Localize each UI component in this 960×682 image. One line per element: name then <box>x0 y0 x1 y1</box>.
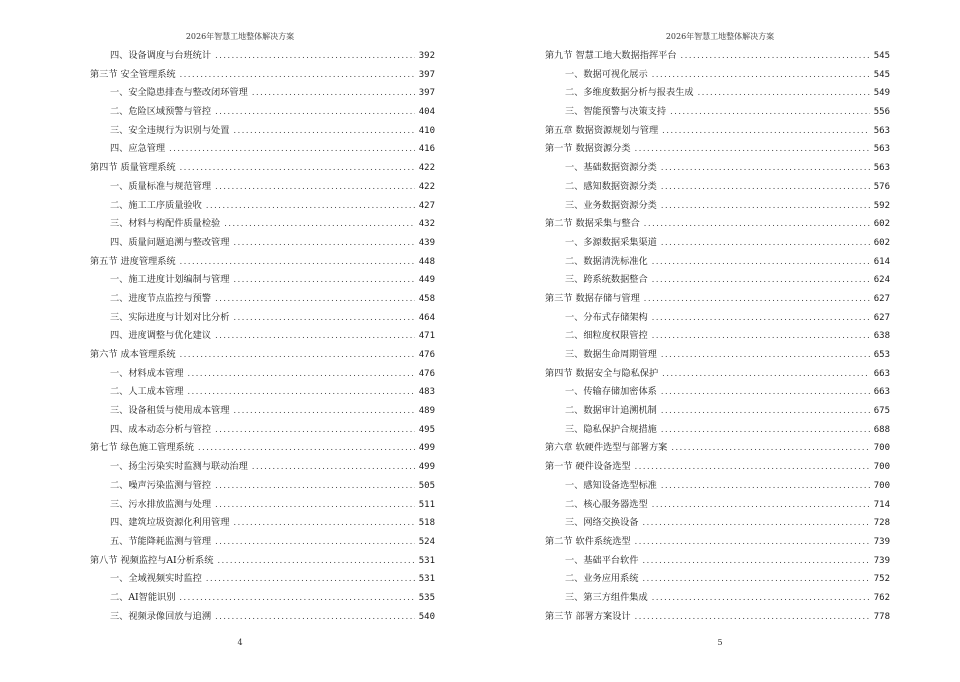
toc-entry[interactable] <box>90 552 435 571</box>
toc-entry-title: 二、多维度数据分析与报表生成 <box>565 87 694 99</box>
toc-entry[interactable] <box>90 103 435 122</box>
toc-entry-title: 第三节 安全管理系统 <box>90 68 176 80</box>
toc-entry-title: 二、人工成本管理 <box>110 386 184 398</box>
toc-entry-page: 511 <box>418 499 435 510</box>
toc-entry-title: 第五节 进度管理系统 <box>90 255 176 267</box>
toc-dot-leader <box>661 383 870 402</box>
toc-entry[interactable] <box>90 290 435 309</box>
toc-entry-title: 二、AI智能识别 <box>110 591 176 603</box>
toc-dot-leader <box>180 66 415 85</box>
toc-entry[interactable] <box>90 140 435 159</box>
toc-entry-page: 739 <box>873 536 890 547</box>
toc-entry[interactable] <box>90 271 435 290</box>
toc-entry-title: 第八节 视频监控与AI分析系统 <box>90 554 214 566</box>
right-page <box>480 0 960 682</box>
toc-entry-page: 714 <box>873 499 890 510</box>
toc-entry-title: 二、感知数据资源分类 <box>565 180 657 192</box>
toc-entry-page: 476 <box>418 368 435 379</box>
toc-dot-leader <box>215 496 415 515</box>
toc-entry-title: 第四节 数据安全与隐私保护 <box>545 367 659 379</box>
toc-entry-page: 476 <box>418 350 435 360</box>
toc-entry[interactable] <box>90 533 435 552</box>
toc-entry-page: 540 <box>418 611 435 622</box>
toc-entry-page: 499 <box>418 443 435 454</box>
toc-entry-page: 458 <box>418 293 435 304</box>
toc-dot-leader <box>224 215 414 234</box>
toc-entry-page: 700 <box>873 480 890 491</box>
toc-entry[interactable] <box>545 533 890 552</box>
toc-entry-page: 700 <box>873 462 890 473</box>
toc-dot-leader <box>661 234 870 253</box>
toc-entry-page: 432 <box>418 219 435 230</box>
toc-entry[interactable] <box>90 178 435 197</box>
toc-entry[interactable] <box>545 234 890 253</box>
toc-entry-title: 三、业务数据资源分类 <box>565 199 657 211</box>
toc-entry-title: 三、污水排放监测与处理 <box>110 498 212 510</box>
toc-entry[interactable] <box>90 421 435 440</box>
toc-dot-leader <box>252 84 415 103</box>
toc-dot-leader <box>188 365 415 384</box>
toc-entry-page: 602 <box>873 219 890 230</box>
toc-dot-leader <box>652 253 870 272</box>
toc-entry[interactable] <box>545 552 890 571</box>
toc-dot-leader <box>643 552 870 571</box>
toc-entry-title: 二、噪声污染监测与管控 <box>110 479 212 491</box>
toc-entry-page: 449 <box>418 275 435 286</box>
toc-entry-page: 549 <box>873 88 890 99</box>
toc-dot-leader <box>635 458 870 477</box>
toc-dot-leader <box>643 514 870 533</box>
toc-dot-leader <box>661 178 870 197</box>
toc-dot-leader <box>661 346 870 365</box>
toc-entry-page: 638 <box>873 331 890 342</box>
toc-entry-title: 三、实际进度与计划对比分析 <box>110 311 230 323</box>
toc-dot-leader <box>233 122 414 141</box>
toc-entry-title: 一、材料成本管理 <box>110 367 184 379</box>
toc-entry-title: 第九节 智慧工地大数据指挥平台 <box>545 50 677 61</box>
toc-dot-leader <box>215 477 415 496</box>
toc-dot-leader <box>169 140 415 159</box>
toc-entry-title: 第六章 软硬件选型与部署方案 <box>545 442 668 454</box>
toc-entry-page: 483 <box>418 387 435 398</box>
toc-dot-leader <box>644 290 870 309</box>
toc-entry-title: 三、安全违规行为识别与处置 <box>110 124 230 136</box>
toc-dot-leader <box>215 608 415 627</box>
toc-dot-leader <box>179 589 414 608</box>
toc-entry-page: 627 <box>873 312 890 323</box>
toc-entry-page: 427 <box>418 200 435 211</box>
toc-entry[interactable] <box>545 178 890 197</box>
toc-entry-title: 一、基础平台软件 <box>565 554 639 566</box>
toc-entry-page: 416 <box>418 144 435 155</box>
toc-entry[interactable] <box>90 365 435 384</box>
toc-entry[interactable] <box>90 570 435 589</box>
toc-entry[interactable] <box>545 159 890 178</box>
toc-entry-title: 二、施工工序质量验收 <box>110 199 202 211</box>
toc-entry[interactable] <box>545 402 890 421</box>
toc-entry-title: 二、进度节点监控与预警 <box>110 292 212 304</box>
toc-entry[interactable] <box>545 309 890 328</box>
toc-entry-title: 第二节 软件系统选型 <box>545 535 631 547</box>
toc-entry[interactable] <box>90 215 435 234</box>
toc-dot-leader <box>652 66 870 85</box>
toc-entry[interactable] <box>90 327 435 346</box>
toc-dot-leader <box>652 309 870 328</box>
toc-entry-title: 三、隐私保护合规措施 <box>565 423 657 435</box>
toc-entry-title: 三、设备租赁与使用成本管理 <box>110 405 230 417</box>
toc-entry[interactable] <box>90 122 435 141</box>
toc-dot-leader <box>215 421 415 440</box>
toc-dot-leader <box>661 477 870 496</box>
toc-dot-leader <box>233 234 414 253</box>
toc-entry-title: 四、质量问题追溯与整改管理 <box>110 236 230 248</box>
toc-entry[interactable] <box>90 234 435 253</box>
toc-dot-leader <box>233 514 414 533</box>
toc-entry-title: 三、网络交换设备 <box>565 517 639 529</box>
toc-entry-title: 一、基础数据资源分类 <box>565 162 657 174</box>
toc-entry-title: 第一节 硬件设备选型 <box>545 461 631 473</box>
toc-entry-page: 439 <box>418 237 435 248</box>
toc-entry-title: 一、全域视频实时监控 <box>110 573 202 585</box>
toc-entry-page: 545 <box>873 51 890 61</box>
toc-dot-leader <box>215 533 415 552</box>
toc-entry[interactable] <box>545 496 890 515</box>
toc-entry-page: 392 <box>418 51 435 61</box>
toc-entry-page: 397 <box>418 69 435 80</box>
toc-entry-title: 一、分布式存储架构 <box>565 311 648 323</box>
toc-entry-page: 752 <box>873 574 890 585</box>
toc-dot-leader <box>661 421 870 440</box>
toc-entry-page: 563 <box>873 163 890 174</box>
toc-entry-page: 576 <box>873 181 890 192</box>
toc-dot-leader <box>698 84 870 103</box>
toc-entry[interactable] <box>545 66 890 85</box>
toc-entry-page: 675 <box>873 406 890 417</box>
toc-entry[interactable] <box>545 589 890 608</box>
toc-entry-title: 二、数据审计追溯机制 <box>565 405 657 417</box>
toc-entry[interactable] <box>545 439 890 458</box>
toc-dot-leader <box>670 103 870 122</box>
toc-entry-title: 第三节 部署方案设计 <box>545 610 631 622</box>
toc-entry-page: 592 <box>873 200 890 211</box>
toc-entry-title: 一、扬尘污染实时监测与联动治理 <box>110 461 248 473</box>
toc-entry-page: 614 <box>873 256 890 267</box>
toc-entry-title: 第六节 成本管理系统 <box>90 349 176 360</box>
toc-entry-page: 688 <box>873 424 890 435</box>
toc-entry-title: 第五章 数据资源规划与管理 <box>545 124 659 136</box>
toc-dot-leader <box>206 197 415 216</box>
toc-entry[interactable] <box>545 458 890 477</box>
toc-entry-title: 一、数据可视化展示 <box>565 68 648 80</box>
toc-dot-leader <box>198 439 415 458</box>
toc-entry-page: 489 <box>418 406 435 417</box>
toc-entry-page: 545 <box>873 69 890 80</box>
toc-entry-page: 627 <box>873 293 890 304</box>
toc-dot-leader <box>661 197 870 216</box>
toc-entry-title: 四、设备调度与台班统计 <box>110 50 212 61</box>
toc-dot-leader <box>206 570 415 589</box>
toc-entry-title: 四、应急管理 <box>110 143 166 155</box>
toc-dot-leader <box>662 365 870 384</box>
toc-entry[interactable] <box>545 253 890 272</box>
toc-entry-title: 一、传输存储加密体系 <box>565 386 657 398</box>
toc-entry-page: 535 <box>418 592 435 603</box>
toc-entry-title: 三、视频录像回放与追溯 <box>110 610 212 622</box>
toc-dot-leader <box>180 159 415 178</box>
toc-entry-title: 一、施工进度计划编制与管理 <box>110 274 230 286</box>
toc-entry[interactable] <box>545 570 890 589</box>
toc-dot-leader <box>671 439 869 458</box>
toc-entry-title: 一、安全隐患排查与整改闭环管理 <box>110 87 248 99</box>
toc-list <box>545 47 890 626</box>
toc-entry[interactable] <box>545 103 890 122</box>
toc-entry[interactable] <box>90 458 435 477</box>
toc-entry[interactable] <box>545 271 890 290</box>
toc-entry[interactable] <box>545 122 890 141</box>
toc-entry-title: 二、核心服务器选型 <box>565 498 648 510</box>
toc-entry-page: 778 <box>873 611 890 622</box>
toc-entry-title: 三、材料与构配件质量检验 <box>110 218 221 230</box>
toc-dot-leader <box>635 608 870 627</box>
toc-entry-page: 563 <box>873 125 890 136</box>
toc-entry-page: 499 <box>418 462 435 473</box>
toc-entry[interactable] <box>90 496 435 515</box>
toc-entry-title: 第七节 绿色施工管理系统 <box>90 442 194 454</box>
toc-entry[interactable] <box>545 327 890 346</box>
toc-dot-leader <box>188 383 415 402</box>
toc-entry-page: 653 <box>873 350 890 360</box>
toc-dot-leader <box>635 140 870 159</box>
toc-dot-leader <box>662 122 870 141</box>
toc-dot-leader <box>635 533 870 552</box>
toc-entry-page: 471 <box>418 331 435 342</box>
toc-entry[interactable] <box>545 215 890 234</box>
toc-entry[interactable] <box>90 66 435 85</box>
toc-dot-leader <box>180 346 415 365</box>
toc-entry-page: 762 <box>873 592 890 603</box>
toc-entry[interactable] <box>545 84 890 103</box>
toc-entry-page: 518 <box>418 518 435 529</box>
toc-dot-leader <box>233 402 414 421</box>
toc-dot-leader <box>652 327 870 346</box>
toc-dot-leader <box>661 402 870 421</box>
toc-entry[interactable] <box>545 608 890 627</box>
toc-entry-title: 三、跨系统数据整合 <box>565 274 648 286</box>
toc-entry-title: 四、成本动态分析与管控 <box>110 423 212 435</box>
toc-entry[interactable] <box>90 402 435 421</box>
toc-entry[interactable] <box>90 84 435 103</box>
page-header: 2026年智慧工地整体解决方案 <box>185 32 295 41</box>
toc-entry-page: 739 <box>873 555 890 566</box>
toc-dot-leader <box>215 47 415 66</box>
toc-dot-leader <box>215 327 415 346</box>
page-number: 5 <box>717 638 723 647</box>
toc-entry[interactable] <box>545 383 890 402</box>
toc-entry-title: 二、业务应用系统 <box>565 573 639 585</box>
toc-entry-page: 410 <box>418 125 435 136</box>
toc-entry-title: 二、危险区域预警与管控 <box>110 106 212 118</box>
toc-entry-page: 422 <box>418 181 435 192</box>
toc-entry[interactable] <box>545 514 890 533</box>
toc-entry[interactable] <box>90 159 435 178</box>
toc-entry-page: 464 <box>418 312 435 323</box>
toc-dot-leader <box>215 290 415 309</box>
toc-entry-title: 三、第三方组件集成 <box>565 591 648 603</box>
toc-entry-page: 700 <box>873 443 890 454</box>
toc-entry[interactable] <box>90 309 435 328</box>
toc-entry-title: 一、感知设备选型标准 <box>565 479 657 491</box>
toc-entry-page: 495 <box>418 424 435 435</box>
toc-entry-title: 二、数据清洗标准化 <box>565 255 648 267</box>
toc-entry[interactable] <box>545 290 890 309</box>
toc-entry[interactable] <box>90 47 435 66</box>
toc-entry[interactable] <box>545 140 890 159</box>
toc-entry-page: 404 <box>418 107 435 118</box>
toc-entry-title: 三、智能预警与决策支持 <box>565 106 667 118</box>
toc-dot-leader <box>215 103 415 122</box>
toc-dot-leader <box>233 309 414 328</box>
toc-entry-page: 728 <box>873 518 890 529</box>
toc-entry[interactable] <box>545 197 890 216</box>
toc-dot-leader <box>217 552 414 571</box>
toc-entry-title: 三、数据生命周期管理 <box>565 349 657 360</box>
page-header: 2026年智慧工地整体解决方案 <box>665 32 775 41</box>
toc-entry-page: 524 <box>418 536 435 547</box>
toc-entry-title: 四、进度调整与优化建议 <box>110 330 212 342</box>
toc-dot-leader <box>681 47 870 66</box>
toc-dot-leader <box>652 496 870 515</box>
toc-entry-title: 四、建筑垃圾资源化利用管理 <box>110 517 230 529</box>
toc-entry[interactable] <box>90 253 435 272</box>
toc-entry-title: 一、多源数据采集渠道 <box>565 236 657 248</box>
toc-dot-leader <box>252 458 415 477</box>
toc-entry[interactable] <box>545 421 890 440</box>
toc-dot-leader <box>661 159 870 178</box>
toc-dot-leader <box>643 570 870 589</box>
toc-entry[interactable] <box>90 439 435 458</box>
toc-dot-leader <box>215 178 415 197</box>
toc-dot-leader <box>644 215 870 234</box>
toc-dot-leader <box>652 271 870 290</box>
toc-entry-page: 531 <box>418 574 435 585</box>
toc-entry-page: 663 <box>873 387 890 398</box>
toc-entry-title: 第三节 数据存储与管理 <box>545 292 640 304</box>
toc-entry-page: 397 <box>418 88 435 99</box>
toc-entry-page: 563 <box>873 144 890 155</box>
toc-list <box>90 47 435 626</box>
toc-entry-page: 448 <box>418 256 435 267</box>
toc-entry-page: 556 <box>873 107 890 118</box>
toc-entry[interactable] <box>545 477 890 496</box>
toc-dot-leader <box>652 589 870 608</box>
toc-entry[interactable] <box>90 608 435 627</box>
toc-dot-leader <box>233 271 414 290</box>
toc-entry-title: 二、细粒度权限管控 <box>565 330 648 342</box>
toc-entry[interactable] <box>90 383 435 402</box>
toc-entry-page: 422 <box>418 163 435 174</box>
toc-entry[interactable] <box>90 589 435 608</box>
toc-entry[interactable] <box>545 47 890 66</box>
toc-entry[interactable] <box>545 365 890 384</box>
toc-entry-page: 531 <box>418 555 435 566</box>
toc-entry-title: 五、节能降耗监测与管理 <box>110 535 212 547</box>
toc-entry[interactable] <box>90 514 435 533</box>
toc-entry-title: 第二节 数据采集与整合 <box>545 218 640 230</box>
toc-entry[interactable] <box>90 346 435 365</box>
toc-entry[interactable] <box>90 477 435 496</box>
page-number: 4 <box>237 638 243 647</box>
toc-entry-title: 第四节 质量管理系统 <box>90 162 176 174</box>
toc-entry-page: 505 <box>418 480 435 491</box>
toc-entry-page: 624 <box>873 275 890 286</box>
toc-entry-page: 663 <box>873 368 890 379</box>
toc-entry-title: 一、质量标准与规范管理 <box>110 180 212 192</box>
toc-entry-title: 第一节 数据资源分类 <box>545 143 631 155</box>
toc-entry[interactable] <box>90 197 435 216</box>
toc-entry[interactable] <box>545 346 890 365</box>
toc-dot-leader <box>180 253 415 272</box>
toc-entry-page: 602 <box>873 237 890 248</box>
